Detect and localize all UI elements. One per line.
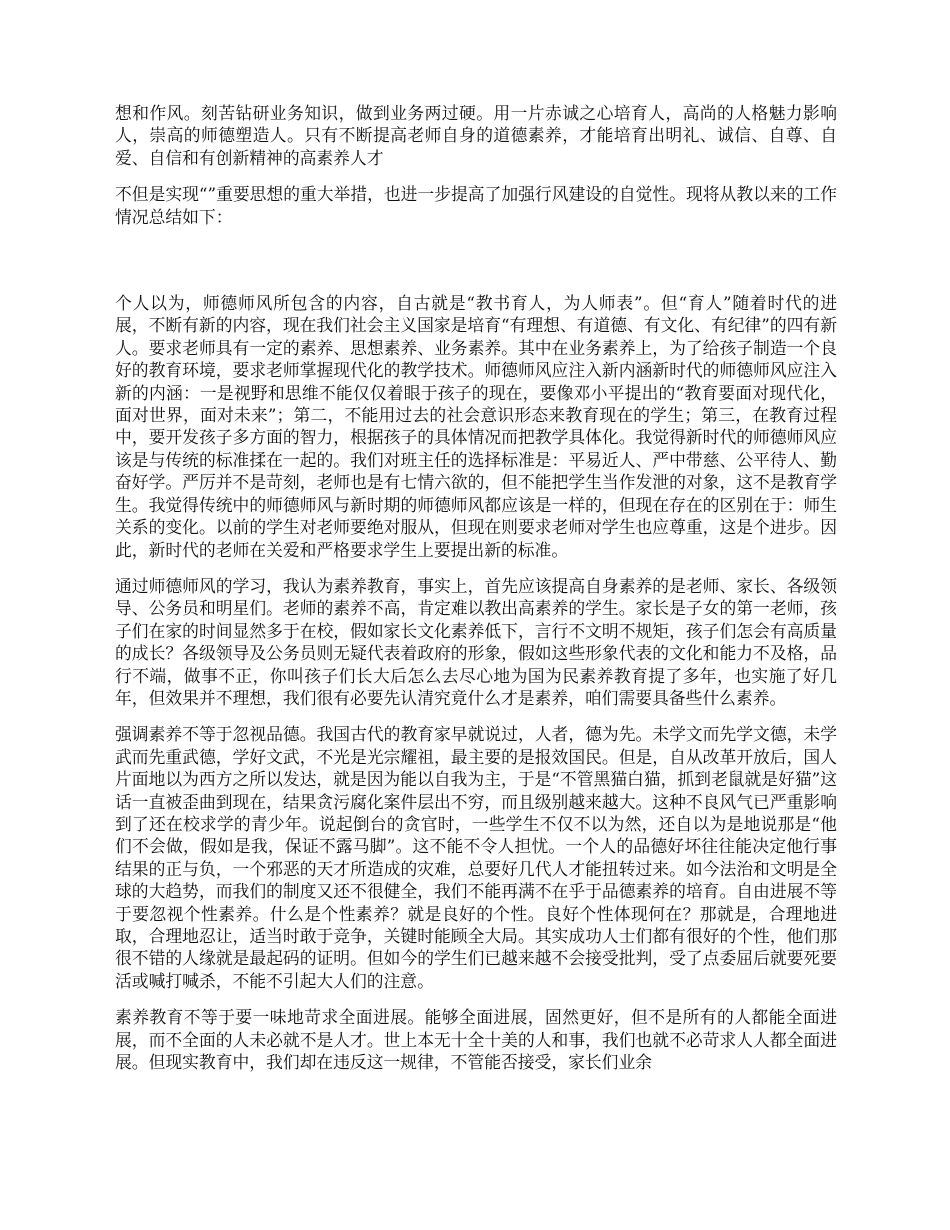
paragraph-morality: 强调素养不等于忽视品德。我国古代的教育家早就说过，人者，德为先。未学文而先学文德，未学武而先重武德，学好文武，不光是光宗耀祖，最主要的是报效国民。但是，自从改革开放后，国人片面地以为西方之所以发达，就是因为能以自我为主，于是“不管黑猫白猫，抓到老鼠就是好猫”这话一直被歪曲到现在，结果贪污腐化案件层出不穷，而且级别越来越大。这种不良风气已严重影响到了还在校求学的青少年。说起倒台的贪官时，一些学生不仅不以为然，还自以为是地说那是“他们不会做，假如是我，保证不露马脚”。这不能不令人担忧。一个人的品德好坏往往能决定他行事结果的正与负，一个邪恶的天才所造成的灾难，总要好几代人才能扭转过来。如今法治和文明是全球的大趋势，而我们的制度又还不很健全，我们不能再满不在乎于品德素养的培育。自由进展不等于要忽视个性素养。什么是个性素养？就是良好的个性。良好个性体现何在？那就是，合理地进取，合理地忍让，适当时敢于竞争，关键时能顾全大局。其实成功人士们都有很好的个性，他们那很不错的人缘就是最起码的证明。但如今的学生们已越来越不会接受批判，受了点委屈后就要死要活或喊打喊杀，不能不引起大人们的注意。 [115,724,837,991]
paragraph-teacher-ethics: 个人以为，师德师风所包含的内容，自古就是“教书育人，为人师表”。但“育人”随着时代的进展，不断有新的内容，现在我们社会主义国家是培育“有理想、有道德、有文化、有纪律”的四有新人。要求老师具有一定的素养、思想素养、业务素养。其中在业务素养上，为了给孩子制造一个良好的教育环境，要求老师掌握现代化的教学技术。师德师风应注入新内涵新时代的师德师风应注入新的内涵：一是视野和思维不能仅仅着眼于孩子的现在，要像邓小平提出的“教育要面对现代化，面对世界，面对未来”；第二，不能用过去的社会意识形态来教育现在的学生；第三，在教育过程中，要开发孩子多方面的智力，根据孩子的具体情况而把教学具体化。我觉得新时代的师德师风应该是与传统的标准揉在一起的。我们对班主任的选择标准是：平易近人、严中带慈、公平待人、勤奋好学。严厉并不是苛刻，老师也是有七情六欲的，但不能把学生当作发泄的对象，这不是教育学生。我觉得传统中的师德师风与新时期的师德师风都应该是一样的，但现在存在的区别在于：师生关系的变化。以前的学生对老师要绝对服从，但现在则要求老师对学生也应尊重，这是个进步。因此，新时代的老师在关爱和严格要求学生上要提出新的标准。 [115,293,837,560]
paragraph-summary-lead: 不但是实现“”重要思想的重大举措，也进一步提高了加强行风建设的自觉性。现将从教以来的工作情况总结如下： [115,184,837,227]
document-page [115,102,837,1087]
paragraph-intro: 想和作风。刻苦钻研业务知识，做到业务两过硬。用一片赤诚之心培育人，高尚的人格魅力影响人，崇高的师德塑造人。只有不断提高老师自身的道德素养，才能培育出明礼、诚信、自尊、自爱、自信和有创新精神的高素养人才 [115,103,837,168]
paragraph-all-round-development: 素养教育不等于要一味地苛求全面进展。能够全面进展，固然更好，但不是所有的人都能全面进展，而不全面的人未必就不是人才。世上本无十全十美的人和事，我们也就不必苛求人人都全面进展。但现实教育中，我们却在违反这一规律，不管能否接受，家长们业余 [115,1007,837,1073]
paragraph-quality-education: 通过师德师风的学习，我认为素养教育，事实上，首先应该提高自身素养的是老师、家长、各级领导、公务员和明星们。老师的素养不高，肯定难以教出高素养的学生。家长是子女的第一老师，孩子们在家的时间显然多于在校，假如家长文化素养低下，言行不文明不规矩，孩子们怎会有高质量的成长？各级领导及公务员则无疑代表着政府的形象，假如这些形象代表的文化和能力不及格，品行不端，做事不正，你叫孩子们长大后怎么去尽心地为国为民素养教育提了多年，也实施了好几年，但效果并不理想，我们很有必要先认清究竟什么才是素养，咱们需要具备些什么素养。 [115,575,837,708]
